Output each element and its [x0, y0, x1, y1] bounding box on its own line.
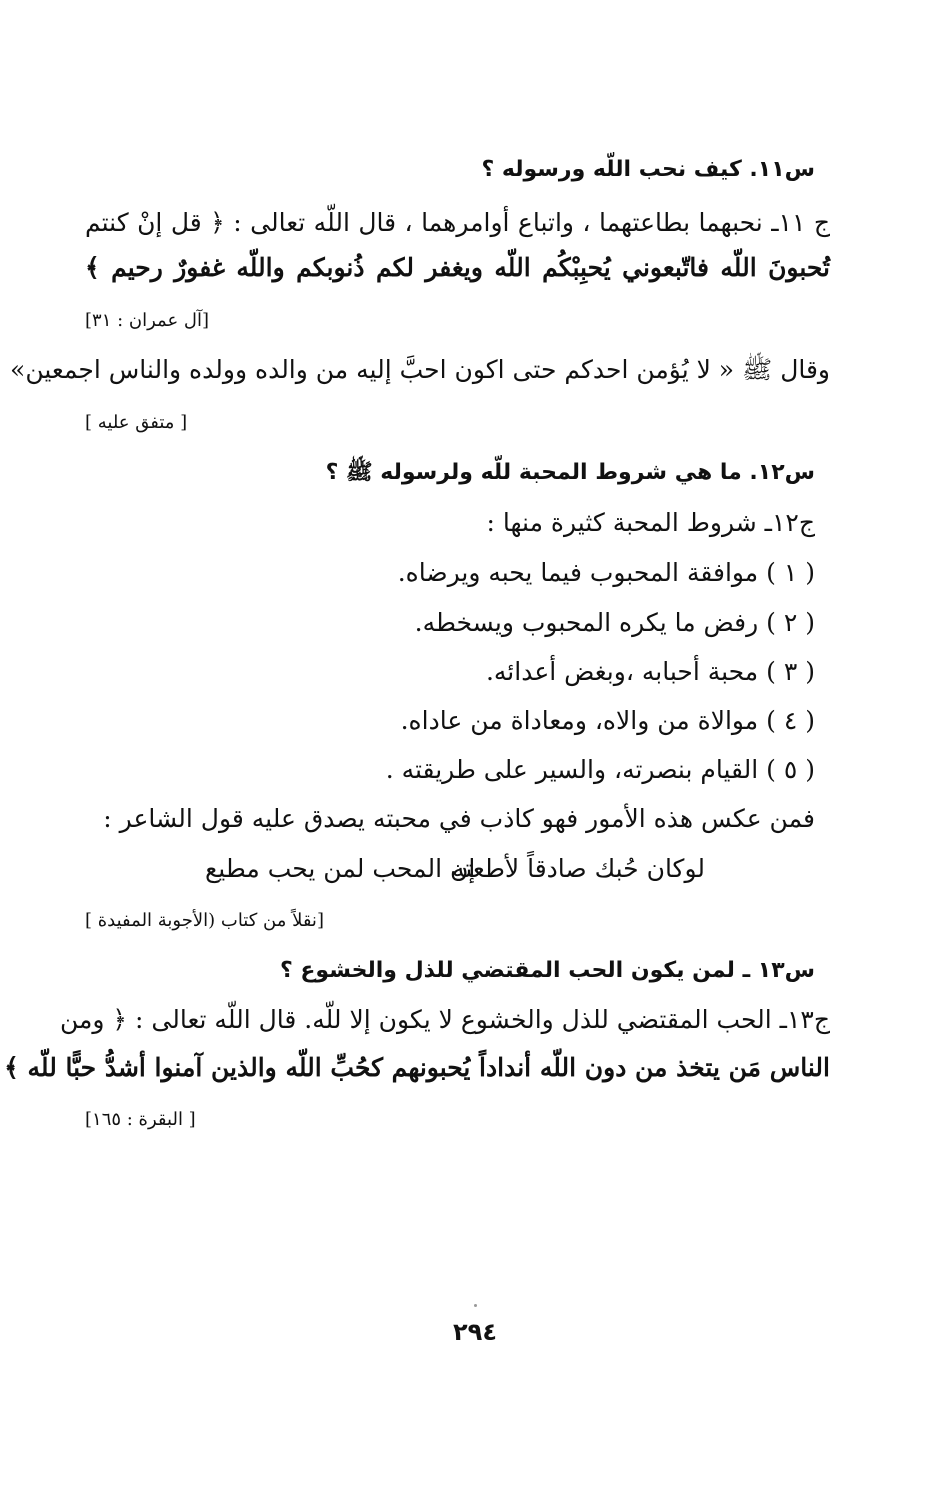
condition-item-1: ( ١ ) موافقة المحبوب فيما يحبه ويرضاه.: [397, 558, 815, 587]
poem-second-hemistich: إن المحب لمن يحب مطيع: [205, 854, 476, 883]
question-12: س١٢. ما هي شروط المحبة للّه ولرسوله ﷺ ؟: [325, 460, 815, 485]
reference-book: [نقلاً من كتاب (الأجوبة المفيدة ]: [85, 910, 324, 931]
reference-muttafaq: [ متفق عليه ]: [85, 412, 188, 433]
reference-al-imran: [آل عمران : ٣١]: [85, 310, 210, 331]
condition-item-2: ( ٢ ) رفض ما يكره المحبوب ويسخطه.: [414, 608, 815, 637]
answer-12-intro: ج١٢ـ شروط المحبة كثيرة منها :: [486, 508, 815, 537]
reference-al-baqara: [ البقرة : ١٦٥]: [85, 1109, 196, 1130]
answer-11-line-2: تُحبونَ اللّه فاتّبعوني يُحبِبْكُم اللّه ويغفر لكم ذُنوبكم واللّه غفورٌ رحيم ﴾: [85, 253, 830, 282]
question-13: س١٣ ـ لمن يكون الحب المقتضي للذل والخشوع ؟: [279, 958, 815, 983]
hadith-text: وقال ﷺ « لا يُؤمن احدكم حتى اكون احبَّ إليه من والده وولده والناس اجمعين»: [10, 355, 830, 384]
answer-11-line-1: ج ١١ـ نحبهما بطاعتهما ، واتباع أوامرهما ، قال اللّه تعالى : ﴿ قل إنْ كنتم: [85, 208, 830, 237]
answer-13-line-1: ج١٣ـ الحب المقتضي للذل والخشوع لا يكون إلا للّه. قال اللّه تعالى : ﴿ ومن: [59, 1005, 830, 1034]
page-number: ٢٩٤: [453, 1318, 497, 1346]
condition-item-5: ( ٥ ) القيام بنصرته، والسير على طريقته .: [385, 755, 815, 784]
answer-12-conclusion: فمن عكس هذه الأمور فهو كاذب في محبته يصدق عليه قول الشاعر :: [103, 804, 815, 833]
question-11: س١١. كيف نحب اللّه ورسوله ؟: [481, 157, 815, 182]
condition-item-3: ( ٣ ) محبة أحبابه ،وبغض أعدائه.: [485, 657, 815, 686]
poem-first-hemistich: لوكان حُبك صادقاً لأطعته: [451, 854, 705, 883]
answer-13-line-2: الناس مَن يتخذ من دون اللّه أنداداً يُحبونهم كحُبِّ اللّه والذين آمنوا أشدُّ حبًّا للّه ﴾: [4, 1053, 830, 1082]
condition-item-4: ( ٤ ) موالاة من والاه، ومعاداة من عاداه.: [400, 706, 815, 735]
print-speck: [474, 1304, 477, 1307]
